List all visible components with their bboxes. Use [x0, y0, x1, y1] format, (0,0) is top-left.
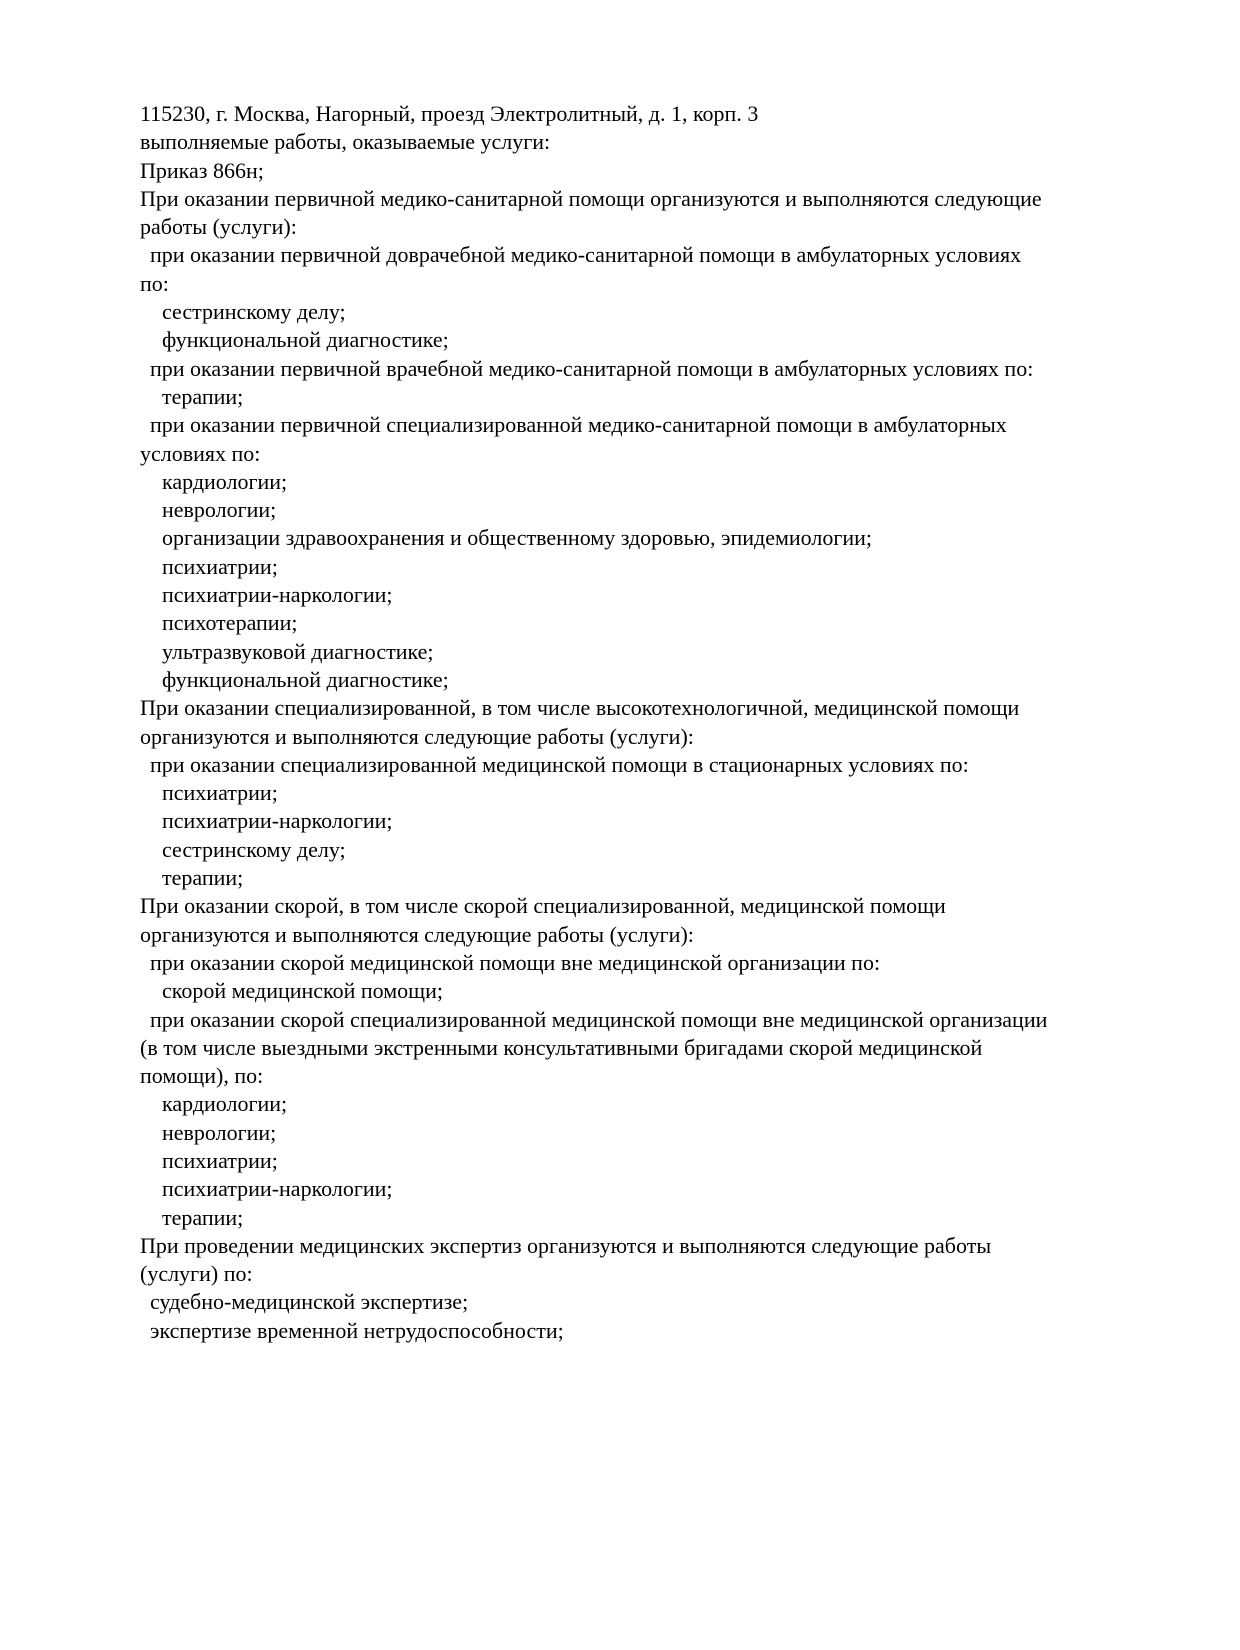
- document-line: при оказании специализированной медицинской помощи в стационарных условиях по:: [150, 751, 969, 777]
- document-line: организации здравоохранения и общественному здоровью, эпидемиологии;: [162, 525, 873, 551]
- document-line: скорой медицинской помощи;: [162, 978, 444, 1004]
- document-line: по:: [140, 270, 169, 296]
- document-line: сестринскому делу;: [162, 836, 346, 862]
- document-line: Приказ 866н;: [140, 157, 264, 183]
- document-line: неврологии;: [162, 1119, 277, 1145]
- document-line: психиатрии;: [162, 1147, 278, 1173]
- document-line: При оказании скорой, в том числе скорой специализированной, медицинской помощи: [140, 893, 946, 919]
- document-line: при оказании первичной специализированной медико-санитарной помощи в амбулаторных: [150, 412, 1007, 438]
- document-line: 115230, г. Москва, Нагорный, проезд Электролитный, д. 1, корп. 3: [140, 101, 759, 126]
- document-line: терапии;: [162, 383, 244, 409]
- document-line: организуются и выполняются следующие работы (услуги):: [140, 921, 694, 947]
- document-line: при оказании первичной доврачебной медико-санитарной помощи в амбулаторных условиях: [150, 242, 1022, 268]
- document-line: терапии;: [162, 1204, 244, 1230]
- document-line: функциональной диагностике;: [162, 666, 449, 692]
- document-line: при оказании первичной врачебной медико-санитарной помощи в амбулаторных условиях по:: [150, 355, 1034, 381]
- document-line: кардиологии;: [162, 468, 288, 494]
- document-line: функциональной диагностике;: [162, 327, 449, 353]
- document-text-block: [140, 100, 1120, 1345]
- document-line: (в том числе выездными экстренными консультативными бригадами скорой медицинской: [140, 1034, 983, 1060]
- document-line: При оказании специализированной, в том числе высокотехнологичной, медицинской помощи: [140, 695, 1020, 721]
- document-line: неврологии;: [162, 497, 277, 523]
- document-line: выполняемые работы, оказываемые услуги:: [140, 129, 551, 155]
- document-line: психиатрии-наркологии;: [162, 808, 393, 834]
- document-line: При оказании первичной медико-санитарной помощи организуются и выполняются следующие: [140, 185, 1042, 211]
- document-line: терапии;: [162, 865, 244, 891]
- document-line: экспертизе временной нетрудоспособности;: [150, 1317, 564, 1343]
- document-line: психиатрии-наркологии;: [162, 582, 393, 608]
- document-line: помощи), по:: [140, 1063, 264, 1089]
- document-line: ультразвуковой диагностике;: [162, 638, 434, 664]
- document-line: психотерапии;: [162, 610, 298, 636]
- document-line: работы (услуги):: [140, 214, 297, 240]
- document-line: психиатрии;: [162, 553, 278, 579]
- document-line: судебно-медицинской экспертизе;: [150, 1289, 469, 1315]
- document-line: При проведении медицинских экспертиз организуются и выполняются следующие работы: [140, 1232, 992, 1258]
- document-line: при оказании скорой специализированной медицинской помощи вне медицинской организации: [150, 1006, 1048, 1032]
- document-line: организуются и выполняются следующие работы (услуги):: [140, 723, 694, 749]
- document-line: психиатрии-наркологии;: [162, 1176, 393, 1202]
- document-line: условиях по:: [140, 440, 261, 466]
- document-line: психиатрии;: [162, 780, 278, 806]
- document-line: кардиологии;: [162, 1091, 288, 1117]
- document-line: сестринскому делу;: [162, 299, 346, 325]
- document-line: (услуги) по:: [140, 1261, 253, 1287]
- document-line: при оказании скорой медицинской помощи вне медицинской организации по:: [150, 949, 881, 975]
